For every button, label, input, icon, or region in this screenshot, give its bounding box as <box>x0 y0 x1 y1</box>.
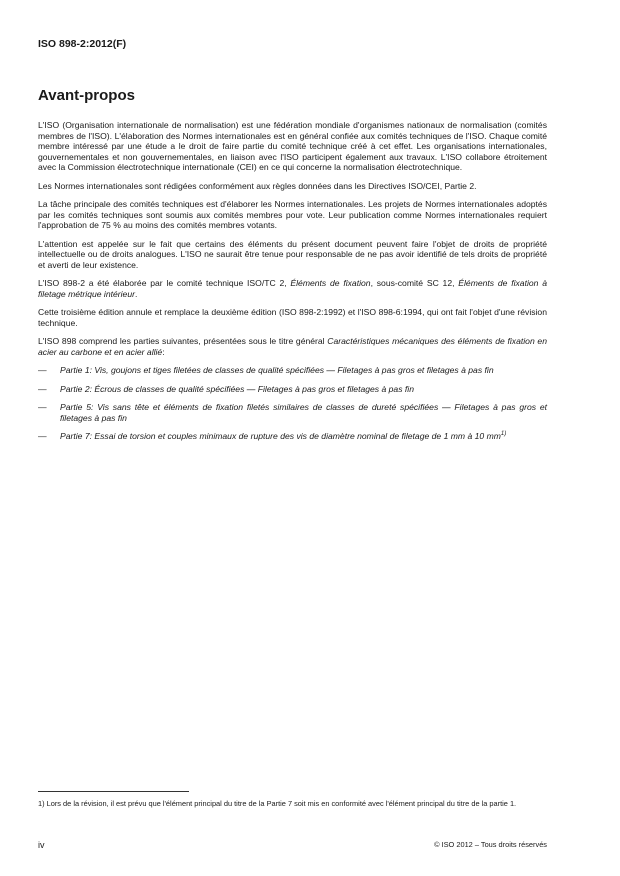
page-number: iv <box>38 840 45 850</box>
paragraph-prepared-by-middle: , sous-comité SC 12, <box>370 278 459 289</box>
committee-name: Éléments de fixation <box>290 278 371 289</box>
page-title: Avant-propos <box>38 87 135 104</box>
list-dash: — <box>38 402 47 413</box>
footnote-separator <box>38 791 189 792</box>
copyright-notice: © ISO 2012 – Tous droits réservés <box>434 840 547 849</box>
list-item-last-text: Partie 7: Essai de torsion et couples minimaux de rupture des vis de diamètre nominal de filetage de 1 mm à 10 mm <box>60 431 501 442</box>
list-item-text <box>60 431 547 442</box>
list-item <box>38 384 547 395</box>
paragraph-iso-intro: L'ISO (Organisation internationale de normalisation) est une fédération mondiale d'organismes nationaux de normalisation (comités membres de l'ISO). L'élaboration des Normes internationales est en général confiée aux comités techniques de l'ISO. Chaque comité membre intéressé par une étude a le droit de faire partie du comité technique créé à cet effet. Les organisations internationales, gouvernementales et non gouvernementales, en liaison avec l'ISO participent également aux travaux. L'ISO collabore étroitement avec la Commission électrotechnique internationale (CEI) en ce qui concerne la normalisation électrotechnique. <box>38 120 547 173</box>
foreword-body <box>38 120 547 449</box>
list-item <box>38 365 547 376</box>
footnote-reference: 1) <box>500 431 507 438</box>
list-item <box>38 402 547 423</box>
subcommittee-name: Éléments de fixation à filetage métrique intérieur <box>38 278 547 299</box>
paragraph-prepared-by-prefix: L'ISO 898-2 a été élaborée par le comité technique ISO/TC 2, <box>38 278 291 289</box>
paragraph-prepared-by <box>38 278 547 299</box>
document-id-header: ISO 898-2:2012(F) <box>38 38 127 50</box>
list-item-text: Partie 5: Vis sans tête et éléments de fixation filetés similaires de classes de dureté spécifiées — Filetages à pas gros et filetages à pas fin <box>60 402 547 423</box>
paragraph-parts-prefix: L'ISO 898 comprend les parties suivantes, présentées sous le titre général <box>38 336 328 347</box>
paragraph-directives: Les Normes internationales sont rédigées conformément aux règles données dans les Directives ISO/CEI, Partie 2. <box>38 180 477 191</box>
general-title: Caractéristiques mécaniques des éléments de fixation en acier au carbone et en acier allié <box>38 336 547 357</box>
paragraph-main-task: La tâche principale des comités techniques est d'élaborer les Normes internationales. Les projets de Normes internationales adoptés par les comités techniques sont soumis aux comités membres pour vote. Leur publication comme Normes internationales requiert l'approbation de 75 % au moins des comités membres votants. <box>38 199 547 231</box>
footnote: 1) Lors de la révision, il est prévu que l'élément principal du titre de la Partie 7 soit mis en conformité avec l'élément principal du titre de la partie 1. <box>38 799 517 808</box>
paragraph-edition: Cette troisième édition annule et remplace la deuxième édition (ISO 898-2:1992) et l'ISO 898-6:1994, qui ont fait l'objet d'une révision technique. <box>38 307 547 328</box>
paragraph-parts-intro <box>38 336 547 357</box>
list-dash: — <box>38 365 47 376</box>
list-dash: — <box>38 431 47 442</box>
list-dash: — <box>38 383 47 394</box>
list-item-text: Partie 2: Écrous de classes de qualité spécifiées — Filetages à pas gros et filetages à pas fin <box>60 383 414 394</box>
list-item-text: Partie 1: Vis, goujons et tiges filetées de classes de qualité spécifiées — Filetages à pas gros et filetages à pas fin <box>60 365 494 376</box>
paragraph-patent-rights: L'attention est appelée sur le fait que certains des éléments du présent document peuvent faire l'objet de droits de propriété intellectuelle ou de droits analogues. L'ISO ne saurait être tenue pour responsable de ne pas avoir identifié de tels droits de propriété et averti de leur existence. <box>38 238 547 270</box>
list-item <box>38 431 547 442</box>
paragraph-parts-suffix: : <box>162 346 165 357</box>
paragraph-prepared-by-suffix: . <box>134 288 138 299</box>
